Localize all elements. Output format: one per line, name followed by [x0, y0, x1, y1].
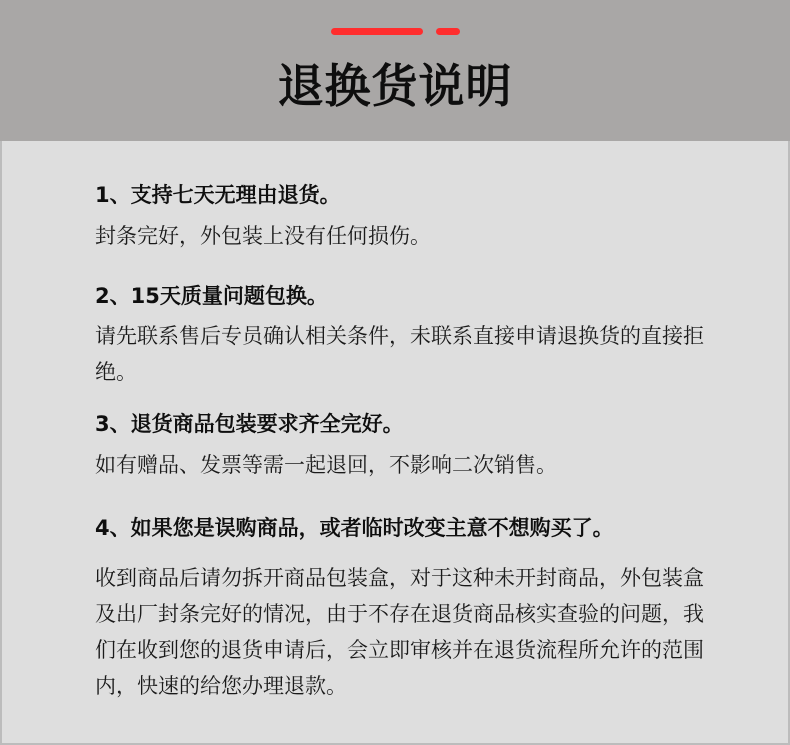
policy-item-1-body: 封条完好，外包装上没有任何损伤。 [95, 224, 431, 248]
policy-item-1-title: 1、支持七天无理由退货。 [95, 183, 341, 207]
policy-item-4-body: 收到商品后请勿拆开商品包装盒，对于这种未开封商品，外包装盒及出厂封条完好的情况，由于不存在退货商品核实查验的问题，我们在收到您的退货申请后，会立即审核并在退货流程所允许的范围内，快速的给您办理退款。 [95, 566, 704, 698]
policy-item-3-body: 如有赠品、发票等需一起退回，不影响二次销售。 [95, 453, 557, 477]
panel-border-left [0, 141, 2, 745]
accent-bar-long [331, 28, 423, 35]
policy-item-2-body: 请先联系售后专员确认相关条件，未联系直接申请退换货的直接拒绝。 [95, 324, 704, 384]
policy-item-3-title: 3、退货商品包装要求齐全完好。 [95, 412, 404, 436]
page-title: 退换货说明 [277, 59, 513, 113]
policy-item-2-title: 2、15天质量问题包换。 [95, 284, 328, 308]
header-band [0, 0, 790, 141]
policy-item-4-title: 4、如果您是误购商品，或者临时改变主意不想购买了。 [95, 516, 614, 540]
accent-bar-short [436, 28, 460, 35]
